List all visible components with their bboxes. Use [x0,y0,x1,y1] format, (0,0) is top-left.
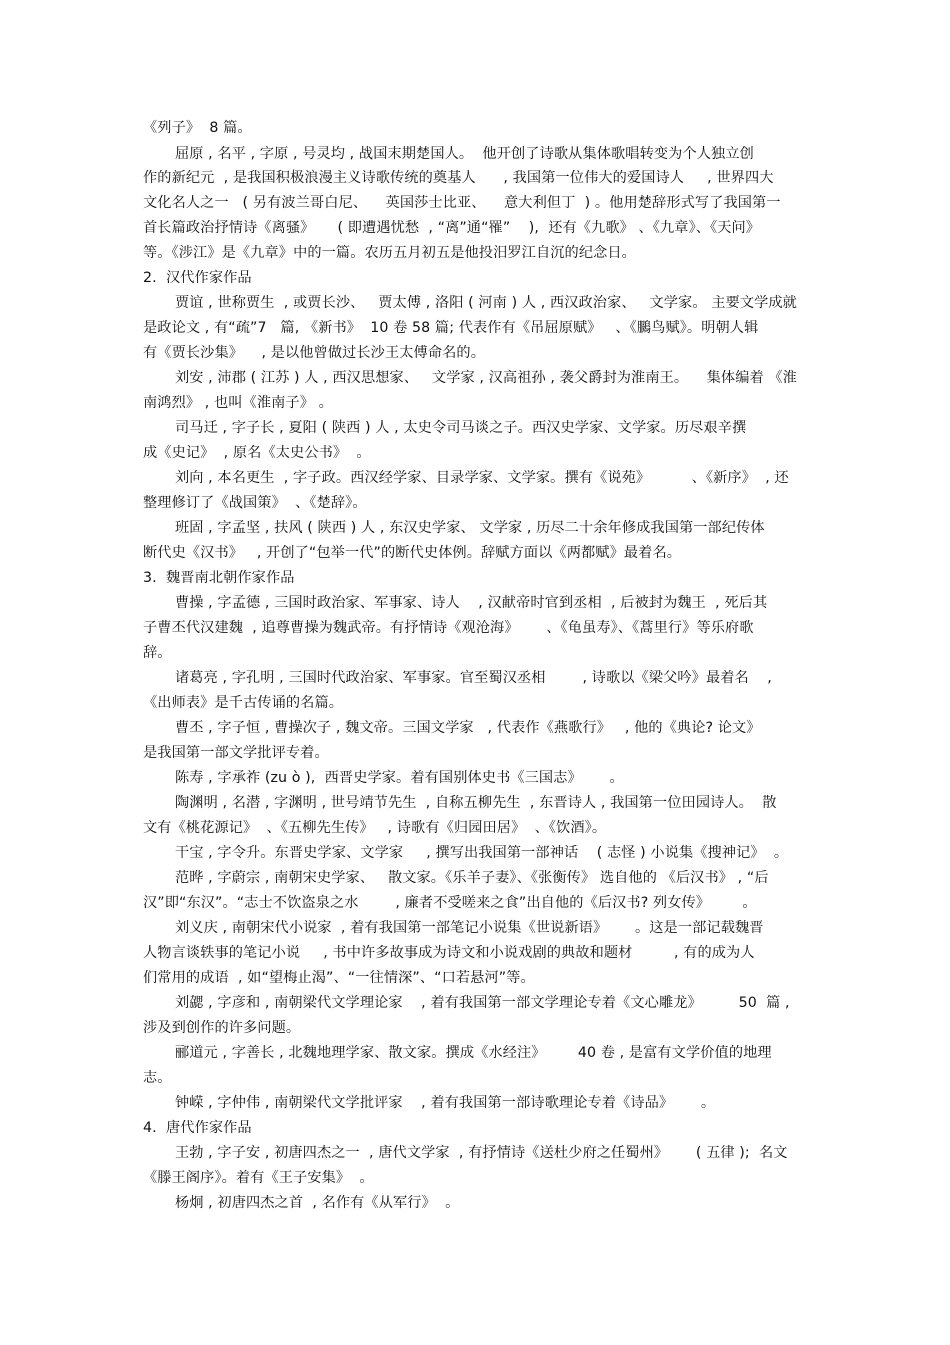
text-line: 陈寿 , 字承祚 (zu ò ), 西晋史学家。着有国别体史书《三国志》 。 [175,770,624,786]
text-line: 曹丕 , 字子恒 , 曹操次子 , 魏文帝。三国文学家 , 代表作《燕歌行》 , 他的《典论? 论文》 [175,720,761,736]
section-heading: 3. 魏晋南北朝作家作品 [143,570,295,586]
text-line: 们常用的成语 , 如“望梅止渴”、“一往情深”、“口若悬河”等。 [143,970,535,986]
text-line: 刘安 , 沛郡 ( 江苏 ) 人 , 西汉思想家、 文学家 , 汉高祖孙 , 袭父爵封为淮南王。 集体编着 《淮 [175,370,797,386]
text-line: 整理修订了《战国策》 、《楚辞》。 [143,495,367,511]
text-line: 司马迁 , 字子长 , 夏阳 ( 陕西 ) 人 , 太史令司马谈之子。西汉史学家、文学家。历尽艰辛撰 [175,420,747,436]
text-line: 有《贾长沙集》 , 是以他曾做过长沙王太傅命名的。 [143,345,485,361]
text-line: 成《史记》 , 原名《太史公书》 。 [143,445,371,461]
text-line: 志。 [143,1070,172,1086]
text-line: 等。《涉江》是《九章》中的一篇。农历五月初五是他投汨罗江自沉的纪念日。 [143,245,636,261]
text-line: 文有《桃花源记》 、《五柳先生传》 , 诗歌有《归园田居》 、《饮酒》。 [143,820,607,836]
text-line: 《列子》 8 篇。 [143,120,252,136]
text-line: 屈原 , 名平 , 字原 , 号灵均 , 战国末期楚国人。 他开创了诗歌从集体歌唱转变为个人独立创 [175,146,754,162]
text-line: 陶渊明 , 名潜 , 字渊明 , 世号靖节先生 , 自称五柳先生 , 东晋诗人 , 我国第一位田园诗人。 散 [175,795,777,811]
text-line: 汉”即“东汉”。“志士不饮盗泉之水 , 廉者不受嗟来之食”出自他的《后汉书? 列女传》 。 [143,895,757,911]
text-line: 文化名人之一 ( 另有波兰哥白尼、 英国莎士比亚、 意大利但丁 ) 。他用楚辞形式写了我国第一 [143,195,781,211]
text-line: 诸葛亮 , 字孔明 , 三国时代政治家、军事家。官至蜀汉丞相 , 诗歌以《梁父吟》最着名 , [175,670,772,686]
text-line: 郦道元 , 字善长 , 北魏地理学家、散文家。撰成《水经注》 40 卷 , 是富有文学价值的地理 [175,1045,772,1061]
text-line: 班固 , 字孟坚 , 扶风 ( 陕西 ) 人 , 东汉史学家、 文学家 , 历尽二十余年修成我国第一部纪传体 [175,520,765,536]
text-line: 刘勰 , 字彦和 , 南朝梁代文学理论家 , 着有我国第一部文学理论专着《文心雕龙》 50 篇 , [175,995,790,1011]
text-line: 干宝 , 字令升。东晋史学家、文学家 , 撰写出我国第一部神话 ( 志怪 ) 小说集《搜神记》 。 [175,845,789,861]
text-line: 刘义庆 , 南朝宋代小说家 , 着有我国第一部笔记小说集《世说新语》 。这是一部记载魏晋 [175,920,764,936]
text-line: 范晔 , 字蔚宗 , 南朝宋史学家、 散文家。《乐羊子妻》、《张衡传》 选自他的 《后汉书》 , “后 [175,870,769,886]
text-line: 钟嵘 , 字仲伟 , 南朝梁代文学批评家 , 着有我国第一部诗歌理论专着《诗品》 。 [175,1095,716,1111]
section-heading: 2. 汉代作家作品 [143,270,252,286]
text-line: 刘向 , 本名更生 , 字子政。西汉经学家、目录学家、文学家。撰有《说苑》 、《新序》 , 还 [175,470,789,486]
text-line: 作的新纪元 , 是我国积极浪漫主义诗歌传统的奠基人 , 我国第一位伟大的爱国诗人 , 世界四大 [143,170,774,186]
text-line: 曹操 , 字孟德 , 三国时政治家、军事家、诗人 , 汉献帝时官到丞相 , 后被封为魏王 , 死后其 [175,595,768,611]
text-line: 王勃 , 字子安 , 初唐四杰之一 , 唐代文学家 , 有抒情诗《送杜少府之任蜀州》 ( 五律 ); 名文 [175,1145,788,1161]
text-line: 首长篇政治抒情诗《离骚》 ( 即遭遇忧愁 , “离”通“罹” ), 还有《九歌》 、《九章》、《天问》 [143,220,761,236]
text-line: 杨炯 , 初唐四杰之首 , 名作有《从军行》 。 [175,1195,460,1211]
text-line: 断代史《汉书》 , 开创了“包举一代”的断代史体例。辞赋方面以《两都赋》最着名。 [143,545,682,561]
text-line: 是我国第一部文学批评专着。 [143,745,329,761]
text-line: 辞。 [143,645,172,661]
text-line: 涉及到创作的许多问题。 [143,1020,301,1036]
text-line: 子曹丕代汉建魏 , 追尊曹操为魏武帝。有抒情诗《观沧海》 、《龟虽寿》、《蒿里行》等乐府歌 [143,620,754,636]
text-line: 人物言谈轶事的笔记小说 , 书中许多故事成为诗文和小说戏剧的典故和题材 , 有的成为人 [143,945,755,961]
text-line: 《出师表》是千古传诵的名篇。 [143,695,344,711]
text-line: 《滕王阁序》。着有《王子安集》 。 [143,1170,374,1186]
text-line: 是政论文 , 有“疏”7 篇, 《新书》 10 卷 58 篇; 代表作有《吊屈原赋》 、《鵩鸟赋》。明朝人辑 [143,320,759,336]
text-line: 贾谊 , 世称贾生 , 或贾长沙、 贾太傅 , 洛阳 ( 河南 ) 人 , 西汉政治家、 文学家。 主要文学成就 [175,295,797,311]
section-heading: 4. 唐代作家作品 [143,1120,252,1136]
text-line: 南鸿烈》 , 也叫《淮南子》 。 [143,395,333,411]
